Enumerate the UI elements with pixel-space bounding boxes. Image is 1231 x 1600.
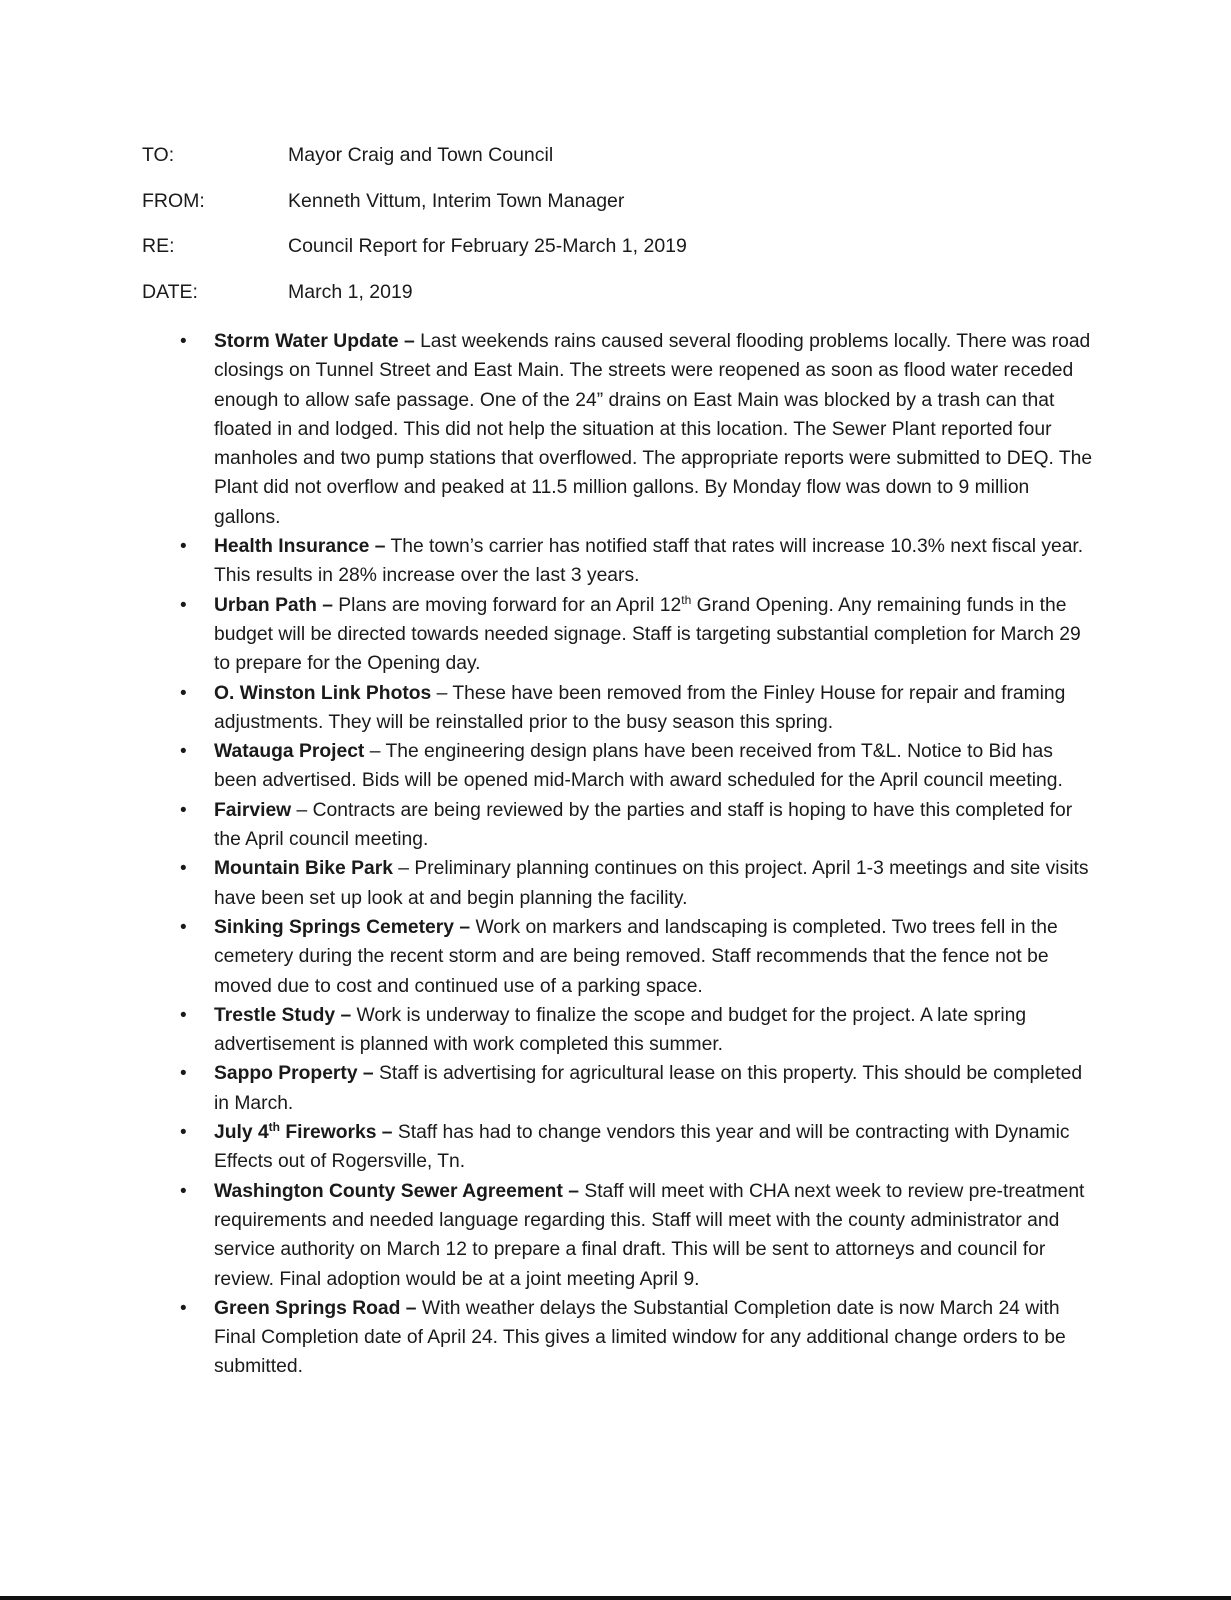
memo-header — [142, 142, 1142, 324]
list-item — [180, 591, 1100, 679]
bullet-icon: • — [180, 682, 187, 704]
item-text: Staff has had to change vendors this year and will be contracting with Dynamic Effects out of Rogersville, Tn. — [214, 1122, 1070, 1173]
bullet-icon: • — [180, 1297, 187, 1319]
item-text: Work is underway to finalize the scope and budget for the project. A late spring advertisement is planned with work completed this summer. — [214, 1004, 1027, 1056]
bullet-icon: • — [180, 1122, 187, 1144]
list-item — [180, 679, 1100, 738]
item-text: – These have been removed from the Finley House for repair and framing adjustments. They will be reinstalled prior to the busy season this spring. — [214, 682, 1066, 733]
item-text: – Preliminary planning continues on this project. April 1-3 meetings and site visits have been set up look at and begin planning the facility. — [214, 858, 1089, 909]
bullet-icon: • — [180, 1180, 187, 1202]
item-text: – Contracts are being reviewed by the parties and staff is hoping to have this completed for the April council meeting. — [214, 799, 1073, 851]
item-title: Fairview — [214, 799, 292, 821]
list-item — [180, 737, 1100, 796]
item-text: Staff will meet with CHA next week to review pre-treatment requirements and needed language regarding this. Staff will meet with the county administrator and service authority on March 12 to prepare a final draft. This will be sent to attorneys and council for review. Final adoption would be at a joint meeting April 9. — [214, 1180, 1085, 1290]
item-title: Washington County Sewer Agreement – — [214, 1180, 579, 1202]
from-value: Kenneth Vittum, Interim Town Manager — [288, 189, 625, 212]
item-title: O. Winston Link Photos — [214, 682, 432, 704]
item-title: Health Insurance – — [214, 536, 386, 558]
item-title: Sinking Springs Cemetery – — [214, 916, 471, 938]
item-title: Sappo Property – — [214, 1063, 374, 1085]
item-text — [214, 592, 1081, 675]
item-title: Mountain Bike Park — [214, 858, 393, 880]
bullet-icon: • — [180, 1004, 187, 1026]
memo-re-row — [142, 233, 1142, 279]
item-text: Work on markers and landscaping is completed. Two trees fell in the cemetery during the recent storm and are being removed. Staff recommends that the fence not be moved due to cost and continued use of a parking space. — [214, 916, 1058, 997]
page-bottom-border — [0, 1596, 1231, 1600]
ordinal-suffix: th — [681, 592, 692, 607]
item-title-part: July 4 — [214, 1122, 269, 1144]
item-title: Storm Water Update – — [214, 331, 415, 352]
item-title-part: Fireworks – — [285, 1122, 393, 1144]
item-text: – The engineering design plans have been received from T&L. Notice to Bid has been advertised. Bids will be opened mid-March with award scheduled for the April council meeting. — [214, 741, 1063, 792]
item-title: Urban Path – — [214, 594, 333, 616]
re-value: Council Report for February 25-March 1, 2019 — [288, 235, 687, 257]
list-item — [180, 1177, 1100, 1294]
memo-to-row — [142, 142, 1142, 188]
list-item — [180, 1001, 1100, 1060]
memo-date-row — [142, 279, 1142, 325]
item-text: The town’s carrier has notified staff that rates will increase 10.3% next fiscal year. This results in 28% increase over the last 3 years. — [214, 536, 1084, 587]
item-title: Watauga Project — [214, 741, 365, 763]
from-label: FROM: — [142, 189, 205, 212]
list-item — [180, 1059, 1100, 1118]
bullet-icon: • — [180, 741, 187, 763]
list-item — [180, 1294, 1100, 1382]
date-label: DATE: — [142, 280, 198, 303]
list-item — [180, 1118, 1100, 1177]
bullet-icon: • — [180, 916, 187, 938]
bullet-icon: • — [180, 536, 187, 558]
item-text: Last weekends rains caused several flooding problems locally. There was road closings on Tunnel Street and East Main. The streets were reopened as soon as flood water receded enough to allow safe passage. One of the 24” drains on East Main was blocked by a trash can that floated in and lodged. This did not help the situation at this location. The Sewer Plant reported four manholes and two pump stations that overflowed. The appropriate reports were submitted to DEQ. The Plant did not overflow and peaked at 11.5 million gallons. By Monday flow was down to 9 million gallons. — [214, 331, 1093, 528]
date-value: March 1, 2019 — [288, 280, 413, 303]
bullet-icon: • — [180, 799, 187, 821]
item-title: Trestle Study – — [214, 1004, 352, 1026]
to-label: TO: — [142, 144, 175, 166]
bullet-icon: • — [180, 594, 187, 616]
bullet-icon: • — [180, 331, 187, 352]
re-label: RE: — [142, 235, 175, 257]
item-text-part: Grand Opening. Any remaining funds in the budget will be directed towards needed signage. Staff is targeting substantial completion for March 29 to prepare for the Opening day. — [214, 594, 1081, 675]
item-text: With weather delays the Substantial Completion date is now March 24 with Final Completion date of April 24. This gives a limited window for any additional change orders to be submitted. — [214, 1297, 1066, 1378]
item-text: Staff is advertising for agricultural lease on this property. This should be completed in March. — [214, 1063, 1083, 1114]
list-item — [180, 532, 1100, 591]
item-title — [214, 1122, 393, 1143]
list-item — [180, 327, 1100, 532]
list-item — [180, 913, 1100, 1001]
to-value: Mayor Craig and Town Council — [288, 144, 554, 166]
report-items-list — [180, 327, 1100, 1382]
memo-from-row — [142, 188, 1142, 234]
item-title: Green Springs Road – — [214, 1297, 417, 1319]
ordinal-suffix: th — [268, 1120, 280, 1135]
list-item — [180, 796, 1100, 855]
bullet-icon: • — [180, 1063, 187, 1085]
item-text-part: Plans are moving forward for an April 12 — [338, 594, 682, 616]
list-item — [180, 854, 1100, 913]
bullet-icon: • — [180, 858, 187, 880]
